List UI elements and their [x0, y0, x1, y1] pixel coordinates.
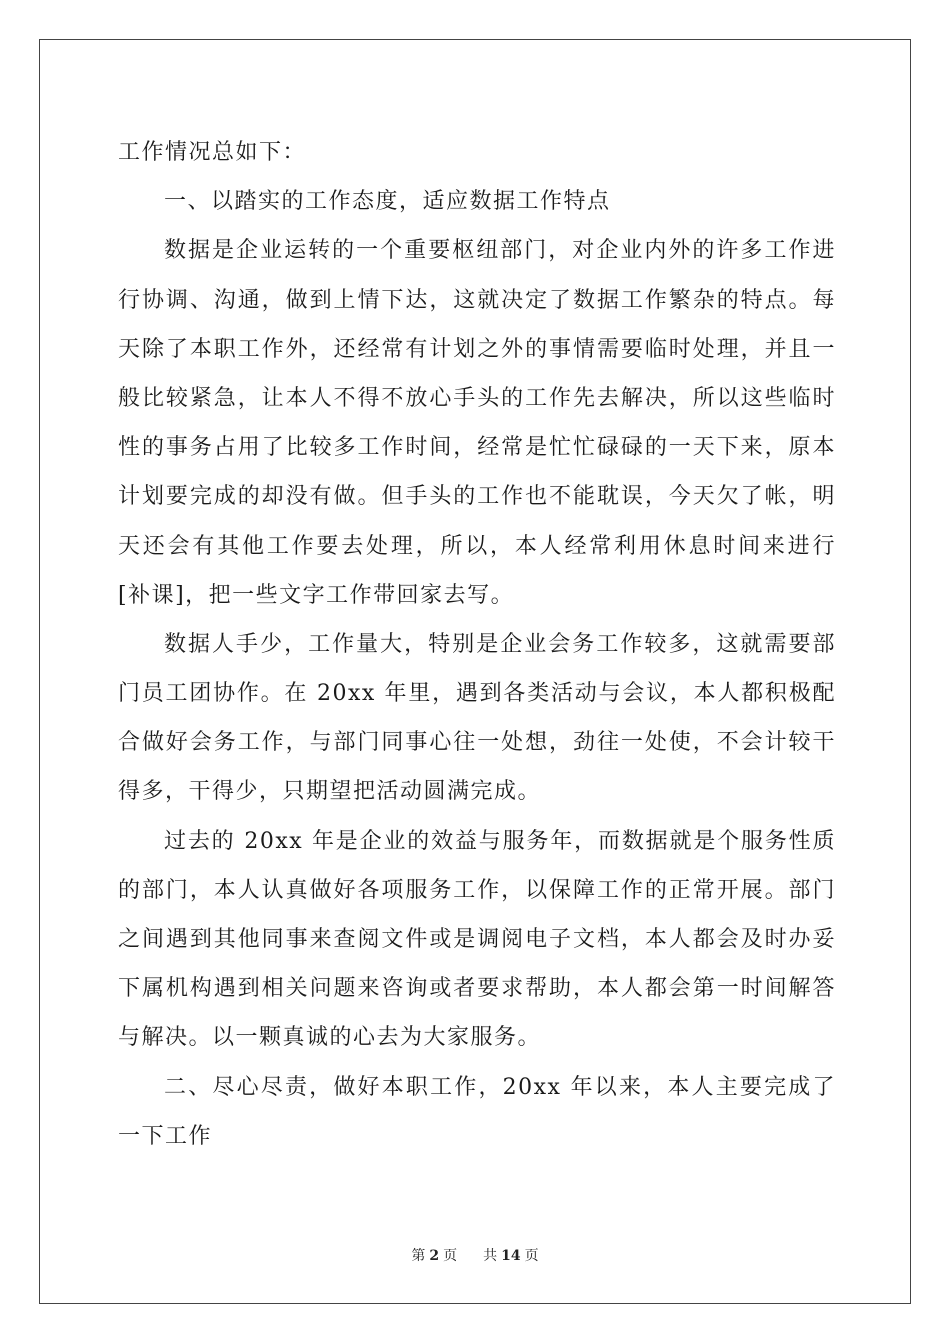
page-number: 2: [429, 1248, 440, 1264]
total-prefix: 共: [483, 1248, 498, 1264]
text-line: 门员工团协作。在 20xx 年里，遇到各类活动与会议，本人都积极配: [118, 681, 836, 707]
text-line: 与解决。以一颗真诚的心去为大家服务。: [118, 1025, 542, 1051]
text-line: 下属机构遇到相关问题来咨询或者要求帮助，本人都会第一时间解答: [118, 976, 836, 1002]
text-line: [补课]，把一些文字工作带回家去写。: [118, 582, 515, 608]
text-line: 般比较紧急，让本人不得不放心手头的工作先去解决，所以这些临时: [118, 385, 836, 411]
page-indicator: [409, 1248, 459, 1264]
text-line: 天除了本职工作外，还经常有计划之外的事情需要临时处理，并且一: [118, 336, 836, 362]
text-line: 数据是企业运转的一个重要枢纽部门，对企业内外的许多工作进: [164, 238, 836, 264]
text-line: 一下工作: [118, 1123, 213, 1149]
total-unit: 页: [524, 1248, 539, 1264]
text-line: 工作情况总如下：: [118, 140, 307, 165]
section-heading-1: 一、以踏实的工作态度，适应数据工作特点: [164, 189, 611, 215]
total-pages-indicator: [481, 1248, 540, 1264]
text-line: 得多，干得少，只期望把活动圆满完成。: [118, 779, 542, 805]
text-line: 天还会有其他工作要去处理，所以，本人经常利用休息时间来进行: [118, 533, 836, 559]
page-prefix: 第: [411, 1248, 426, 1264]
text-line: 的部门，本人认真做好各项服务工作，以保障工作的正常开展。部门: [118, 877, 836, 903]
text-line: 计划要完成的却没有做。但手头的工作也不能耽误，今天欠了帐，明: [118, 484, 836, 510]
document-body: [118, 128, 836, 1161]
text-line: 合做好会务工作，与部门同事心往一处想，劲往一处使，不会计较干: [118, 730, 836, 756]
text-line: 行协调、沟通，做到上情下达，这就决定了数据工作繁杂的特点。每: [118, 287, 836, 313]
section-heading-2: 二、尽心尽责，做好本职工作，20xx 年以来，本人主要完成了: [164, 1074, 836, 1100]
text-line: 过去的 20xx 年是企业的效益与服务年，而数据就是个服务性质: [164, 828, 836, 854]
page-unit: 页: [443, 1248, 458, 1264]
page-footer: [0, 1245, 950, 1265]
text-line: 数据人手少，工作量大，特别是企业会务工作较多，这就需要部: [164, 631, 836, 657]
text-line: 性的事务占用了比较多工作时间，经常是忙忙碌碌的一天下来，原本: [118, 435, 836, 461]
text-line: 之间遇到其他同事来查阅文件或是调阅电子文档，本人都会及时办妥: [118, 927, 836, 952]
total-pages: 14: [501, 1248, 521, 1264]
